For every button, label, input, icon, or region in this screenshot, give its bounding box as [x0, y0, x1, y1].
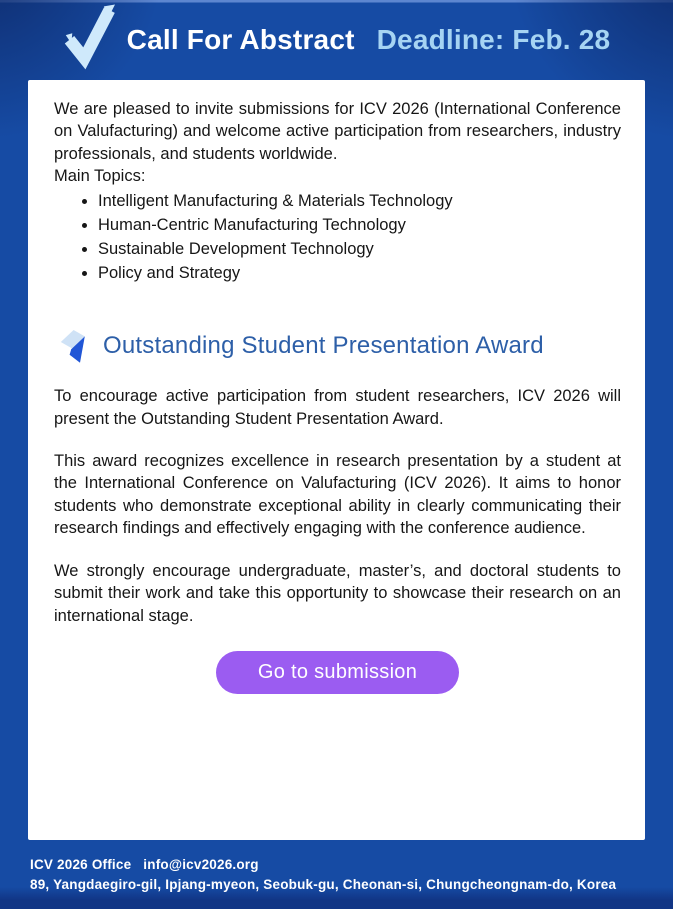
topics-list — [54, 190, 621, 285]
go-to-submission-button[interactable]: Go to submission — [216, 651, 459, 694]
check-icon — [63, 4, 115, 70]
content-card — [28, 80, 645, 840]
topic-item: • Human-Centric Manufacturing Technology — [98, 214, 621, 237]
topic-item: • Sustainable Development Technology — [98, 238, 621, 261]
paper-plane-icon — [56, 325, 88, 367]
footer-contact-line — [30, 855, 653, 875]
award-paragraph-3: We strongly encourage undergraduate, master’s, and doctoral students to submit their work and take this opportunity to showcase their research on an international stage. — [54, 561, 621, 625]
footer — [0, 840, 673, 894]
topic-item: • Intelligent Manufacturing & Materials Technology — [98, 190, 621, 213]
deadline-badge: Deadline: Feb. 28 — [376, 24, 611, 55]
intro-paragraph: We are pleased to invite submissions for ICV 2026 (International Conference on Valufacturing) and welcome active participation from researchers, industry professionals, and students worldwide. — [54, 100, 621, 163]
award-paragraph-1: To encourage active participation from student researchers, ICV 2026 will present the Outstanding Student Presentation Award. — [54, 387, 621, 428]
footer-address: 89, Yangdaegiro-gil, Ipjang-myeon, Seobuk-gu, Cheonan-si, Chungcheongnam-do, Korea — [30, 876, 617, 892]
page-title: Call For Abstract — [126, 24, 355, 55]
footer-office: ICV 2026 Office — [30, 857, 132, 872]
award-section-heading — [56, 325, 621, 367]
main-topics-label: Main Topics: — [54, 167, 146, 186]
award-paragraph-2: This award recognizes excellence in research presentation by a student at the International Conference on Valufacturing (ICV 2026). It aims to honor students who demonstrate exceptional ability in clearly communicating their research findings and effectively engaging with the conference audience. — [54, 452, 621, 538]
footer-email: info@icv2026.org — [143, 857, 259, 872]
award-heading-text: Outstanding Student Presentation Award — [103, 331, 544, 359]
button-row — [54, 651, 621, 694]
header-banner — [0, 0, 673, 80]
topic-item: • Policy and Strategy — [98, 262, 621, 285]
